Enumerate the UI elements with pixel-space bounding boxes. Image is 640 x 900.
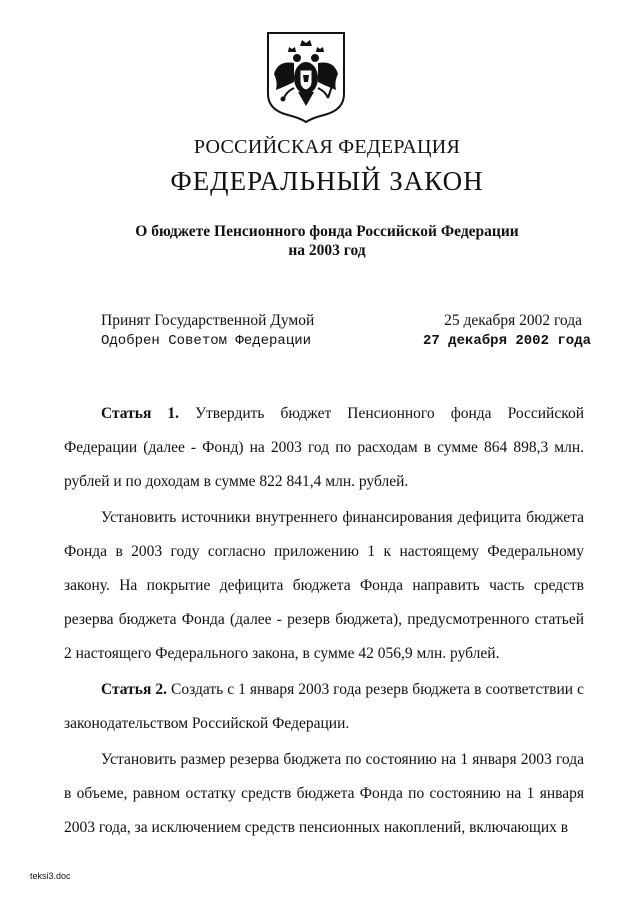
country-heading: РОССИЙСКАЯ ФЕДЕРАЦИЯ bbox=[193, 136, 461, 158]
coat-of-arms-emblem bbox=[264, 30, 348, 124]
article-2-label: Статья 2. bbox=[101, 681, 167, 698]
council-approval-date: 27 декабря 2002 года bbox=[422, 333, 591, 349]
adoption-council-row bbox=[101, 333, 591, 353]
law-title bbox=[0, 222, 640, 260]
law-title-line-1: О бюджете Пенсионного фонда Российской Федерации bbox=[135, 223, 519, 240]
article-2-paragraph-2: Установить размер резерва бюджета по состоянию на 1 января 2003 года в объеме, равном остатку средств бюджета Фонда по состоянию на 1 января 2003 года, за исключением средств пенсионных накоплений, включающих в bbox=[64, 751, 584, 836]
article-1-label: Статья 1. bbox=[101, 405, 180, 422]
article-1-paragraph-2: Установить источники внутреннего финансирования дефицита бюджета Фонда в 2003 году согласно приложению 1 к настоящему Федеральному закону. На покрытие дефицита бюджета Фонда направить часть средств резерва бюджета Фонда (далее - резерв бюджета), предусмотренного статьей 2 настоящего Федерального закона, в сумме 42 056,9 млн. рублей. bbox=[64, 509, 584, 662]
article-2-text: Создать с 1 января 2003 года резерв бюджета в соответствии с законодательством Российской Федерации. bbox=[64, 681, 584, 732]
article-1-paragraph bbox=[64, 397, 584, 499]
duma-adoption-date: 25 декабря 2002 года bbox=[444, 312, 582, 329]
council-approval-label: Одобрен Советом Федерации bbox=[101, 333, 312, 349]
law-body bbox=[64, 397, 584, 847]
article-2-paragraph bbox=[64, 673, 584, 741]
adoption-duma-row bbox=[101, 312, 591, 332]
document-type-heading: ФЕДЕРАЛЬНЫЙ ЗАКОН bbox=[170, 166, 484, 196]
duma-adoption-label: Принят Государственной Думой bbox=[101, 312, 315, 329]
article-1-text: Утвердить бюджет Пенсионного фонда Российской Федерации (далее - Фонд) на 2003 год по расходам в сумме 864 898,3 млн. рублей и по доходам в сумме 822 841,4 млн. рублей. bbox=[64, 405, 584, 490]
law-title-line-2: на 2003 год bbox=[288, 242, 366, 259]
footer-filename: teksi3.doc bbox=[30, 871, 71, 881]
